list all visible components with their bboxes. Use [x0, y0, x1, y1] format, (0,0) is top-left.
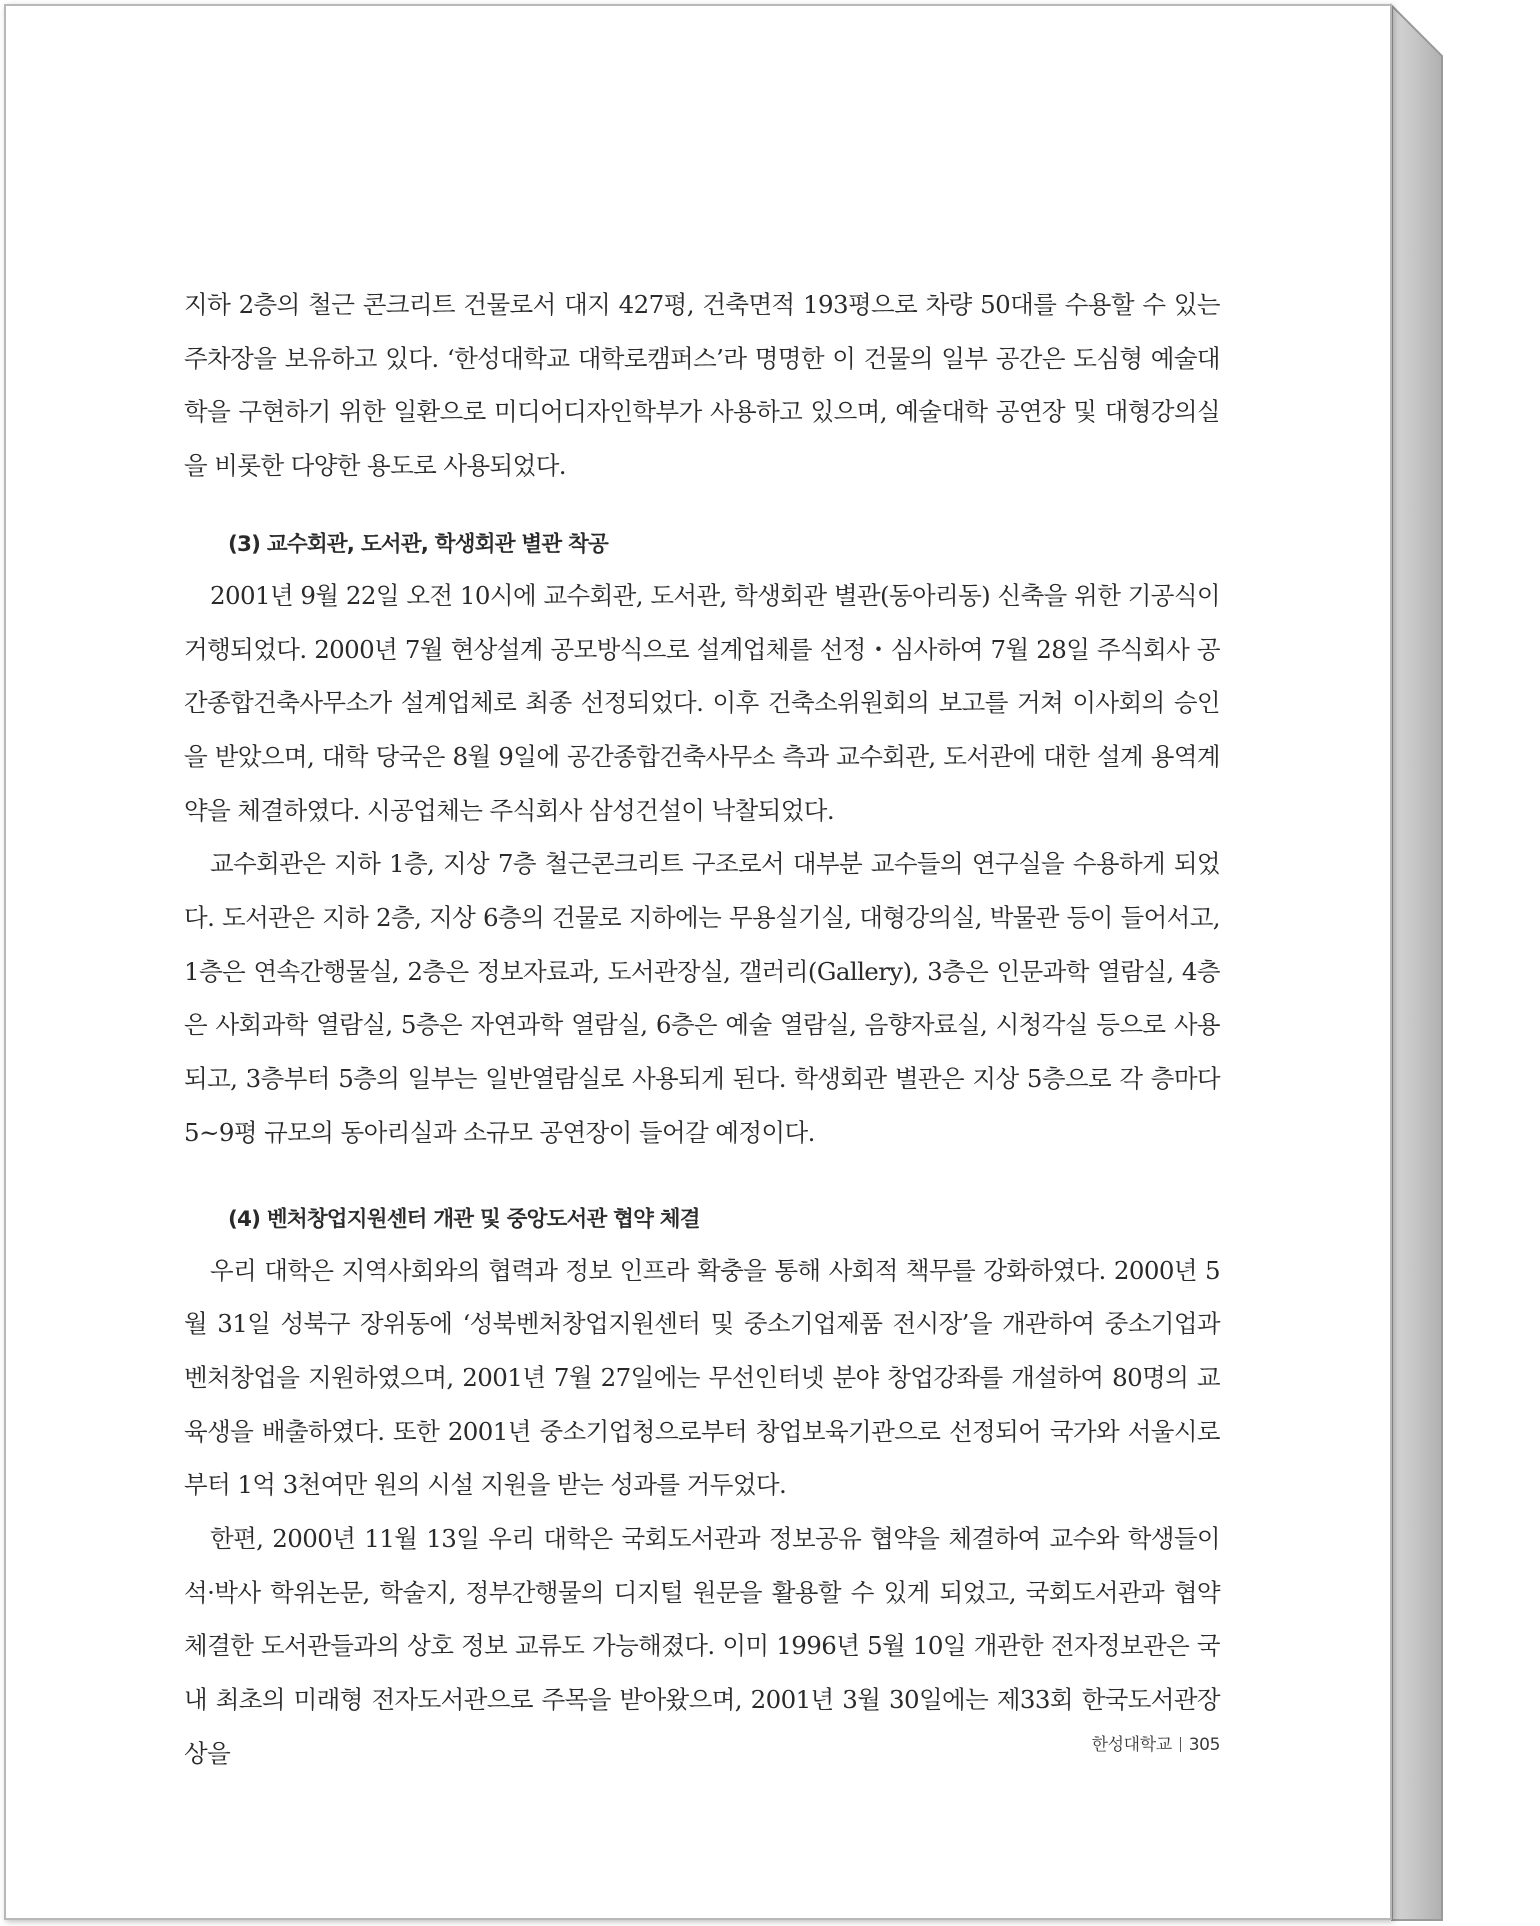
page-footer	[1060, 1730, 1220, 1755]
section3-paragraph-2: 교수회관은 지하 1층, 지상 7층 철근콘크리트 구조로서 대부분 교수들의 연구실을 수용하게 되었다. 도서관은 지하 2층, 지상 6층의 건물로 지하에는 무용실기실, 대형강의실, 박물관 등이 들어서고, 1층은 연속간행물실, 2층은 정보자료과, 도서관장실, 갤러리(Gallery), 3층은 인문과학 열람실, 4층은 사회과학 열람실, 5층은 자연과학 열람실, 6층은 예술 열람실, 음향자료실, 시청각실 등으로 사용되고, 3층부터 5층의 일부는 일반열람실로 사용되게 된다. 학생회관 별관은 지상 5층으로 각 층마다 5~9평 규모의 동아리실과 소규모 공연장이 들어갈 예정이다.	[184, 849, 1220, 1147]
section-heading-4: (4) 벤처창업지원센터 개관 및 중앙도서관 협약 체결	[228, 1206, 700, 1232]
page-body	[184, 278, 1220, 1781]
spacer	[184, 493, 1220, 521]
section4-paragraph-1: 우리 대학은 지역사회와의 협력과 정보 인프라 확충을 통해 사회적 책무를 강화하였다. 2000년 5월 31일 성북구 장위동에 ‘성북벤처창업지원센터 및 중소기업제품 전시장’을 개관하여 중소기업과 벤처창업을 지원하였으며, 2001년 7월 27일에는 무선인터넷 분야 창업강좌를 개설하여 80명의 교육생을 배출하였다. 또한 2001년 중소기업청으로부터 창업보육기관으로 선정되어 국가와 서울시로부터 1억 3천여만 원의 시설 지원을 받는 성과를 거두었다.	[184, 1255, 1220, 1500]
section-heading-3: (3) 교수회관, 도서관, 학생회관 별관 착공	[228, 531, 608, 557]
intro-paragraph: 지하 2층의 철근 콘크리트 건물로서 대지 427평, 건축면적 193평으로 차량 50대를 수용할 수 있는 주차장을 보유하고 있다. ‘한성대학교 대학로캠퍼스’라 명명한 이 건물의 일부 공간은 도심형 예술대학을 구현하기 위한 일환으로 미디어디자인학부가 사용하고 있으며, 예술대학 공연장 및 대형강의실을 비롯한 다양한 용도로 사용되었다.	[184, 290, 1220, 481]
footer-separator	[1180, 1737, 1181, 1752]
section3-paragraph-1: 2001년 9월 22일 오전 10시에 교수회관, 도서관, 학생회관 별관(동아리동) 신축을 위한 기공식이 거행되었다. 2000년 7월 현상설계 공모방식으로 설계업체를 선정・심사하여 7월 28일 주식회사 공간종합건축사무소가 설계업체로 최종 선정되었다. 이후 건축소위원회의 보고를 거쳐 이사회의 승인을 받았으며, 대학 당국은 8월 9일에 공간종합건축사무소 측과 교수회관, 도서관에 대한 설계 용역계약을 체결하였다. 시공업체는 주식회사 삼성건설이 낙찰되었다.	[184, 580, 1220, 825]
footer-publisher: 한성대학교	[1091, 1735, 1172, 1755]
section4-paragraph-2: 한편, 2000년 11월 13일 우리 대학은 국회도서관과 정보공유 협약을 체결하여 교수와 학생들이 석·박사 학위논문, 학술지, 정부간행물의 디지털 원문을 활용할 수 있게 되었고, 국회도서관과 협약 체결한 도서관들과의 상호 정보 교류도 가능해졌다. 이미 1996년 5월 10일 개관한 전자정보관은 국내 최초의 미래형 전자도서관으로 주목을 받아왔으며, 2001년 3월 30일에는 제33회 한국도서관장상을	[184, 1524, 1220, 1768]
page-number: 305	[1188, 1735, 1220, 1755]
spacer	[184, 1160, 1220, 1196]
